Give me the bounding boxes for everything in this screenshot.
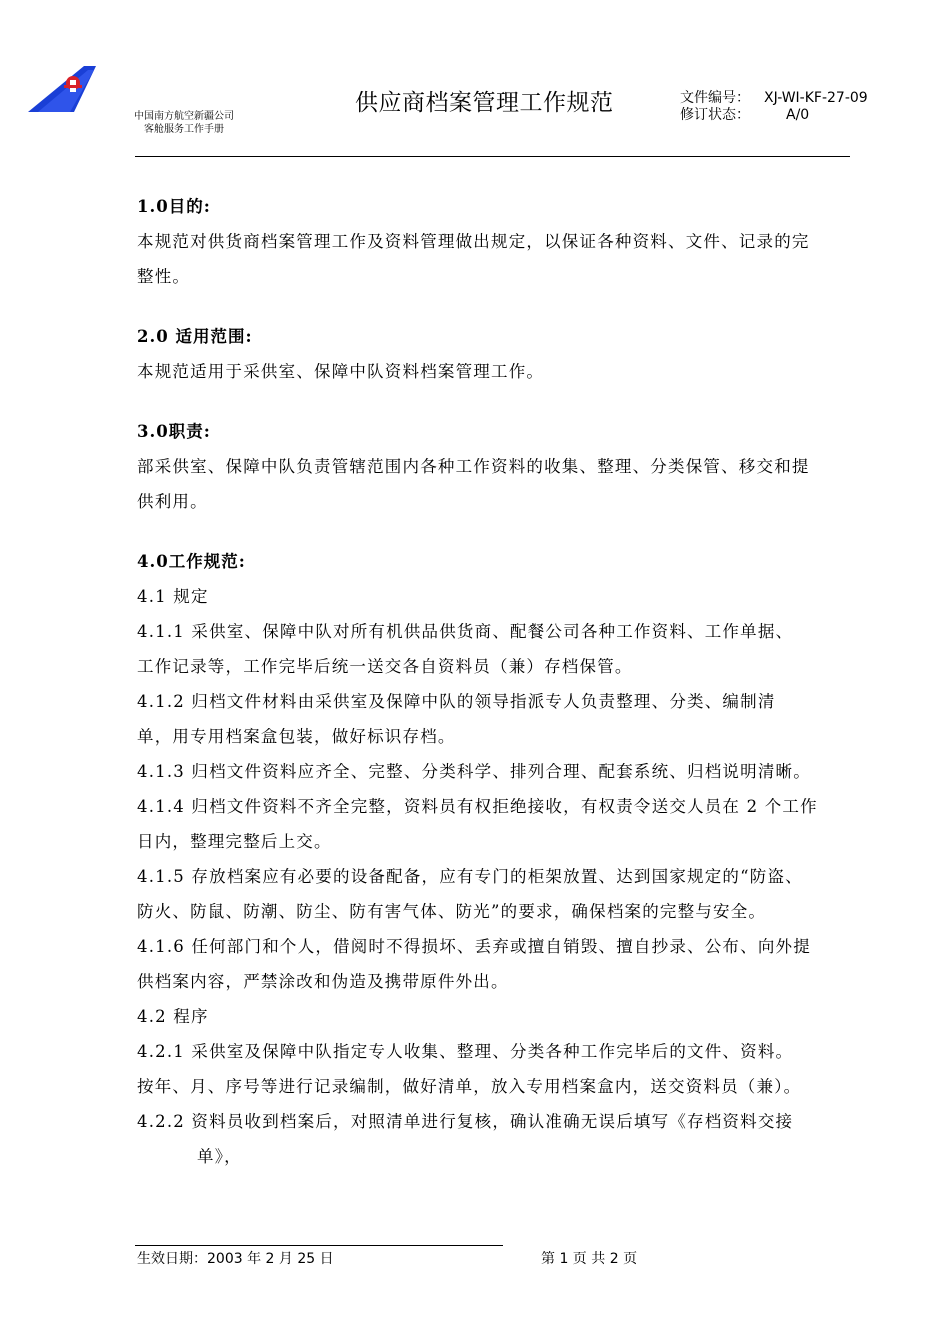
paragraph-line: 工作记录等，工作完毕后统一送交各自资料员（兼）存档保管。 [137,657,633,676]
paragraph-line: 4.1.5 存放档案应有必要的设备配备，应有专门的柜架放置、达到国家规定的“防盗、 [137,867,803,886]
paragraph-line: 单，用专用档案盒包装，做好标识存档。 [137,727,456,746]
footer-divider [135,1245,503,1246]
paragraph-line: 本规范适用于采供室、保障中队资料档案管理工作。 [137,362,545,381]
paragraph-line: 按年、月、序号等进行记录编制，做好清单，放入专用档案盒内，送交资料员（兼）。 [137,1077,802,1096]
company-block [134,110,234,136]
paragraph-line: 供利用。 [137,492,208,511]
airline-logo-icon [28,66,96,112]
paragraph-line: 4.1 规定 [137,587,209,606]
doc-number-row [680,90,868,107]
section-title-scope: 2.0 适用范围: [137,327,253,346]
paragraph-line: 日内，整理完整后上交。 [137,832,332,851]
paragraph-line: 4.1.2 归档文件材料由采供室及保障中队的领导指派专人负责整理、分类、编制清 [137,692,776,711]
section-title-duties: 3.0职责: [137,422,211,441]
section-title-work-rules: 4.0工作规范: [137,552,246,571]
paragraph-line: 4.1.6 任何部门和个人，借阅时不得损坏、丢弃或擅自销毁、擅自抄录、公布、向外提 [137,937,811,956]
paragraph-line: 4.2 程序 [137,1007,209,1026]
paragraph-line: 4.1.1 采供室、保障中队对所有机供品供货商、配餐公司各种工作资料、工作单据、 [137,622,794,641]
doc-number-value: XJ-WI-KF-27-09 [764,90,868,106]
paragraph-line: 4.2.2 资料员收到档案后，对照清单进行复核，确认准确无误后填写《存档资料交接 [137,1112,794,1131]
paragraph-line: 4.1.3 归档文件资料应齐全、完整、分类科学、排列合理、配套系统、归档说明清晰。 [137,762,811,781]
company-name: 中国南方航空新疆公司 [134,111,234,122]
paragraph-line: 4.2.1 采供室及保障中队指定专人收集、整理、分类各种工作完毕后的文件、资料。 [137,1042,794,1061]
document-body [137,196,853,1174]
page-number: 第 1 页 共 2 页 [541,1251,638,1267]
manual-name: 客舱服务工作手册 [144,124,224,135]
document-title: 供应商档案管理工作规范 [355,90,614,116]
paragraph-line: 防火、防鼠、防潮、防尘、防有害气体、防光”的要求，确保档案的完整与安全。 [137,902,767,921]
document-info [680,90,868,124]
revision-value: A/0 [786,107,810,123]
section-title-purpose: 1.0目的: [137,197,211,216]
doc-number-label: 文件编号： [680,90,750,106]
paragraph-line: 本规范对供货商档案管理工作及资料管理做出规定，以保证各种资料、文件、记录的完 [137,232,810,251]
paragraph-line: 单》， [197,1147,242,1166]
revision-row [680,107,868,124]
revision-label: 修订状态： [680,107,750,123]
paragraph-line: 4.1.4 归档文件资料不齐全完整，资料员有权拒绝接收，有权责令送交人员在 2 个工作 [137,797,818,816]
paragraph-line: 部采供室、保障中队负责管辖范围内各种工作资料的收集、整理、分类保管、移交和提 [137,457,810,476]
effective-date: 生效日期：2003 年 2 月 25 日 [137,1251,334,1267]
header-divider [135,156,850,157]
paragraph-line: 整性。 [137,267,191,286]
paragraph-line: 供档案内容，严禁涂改和伪造及携带原件外出。 [137,972,509,991]
